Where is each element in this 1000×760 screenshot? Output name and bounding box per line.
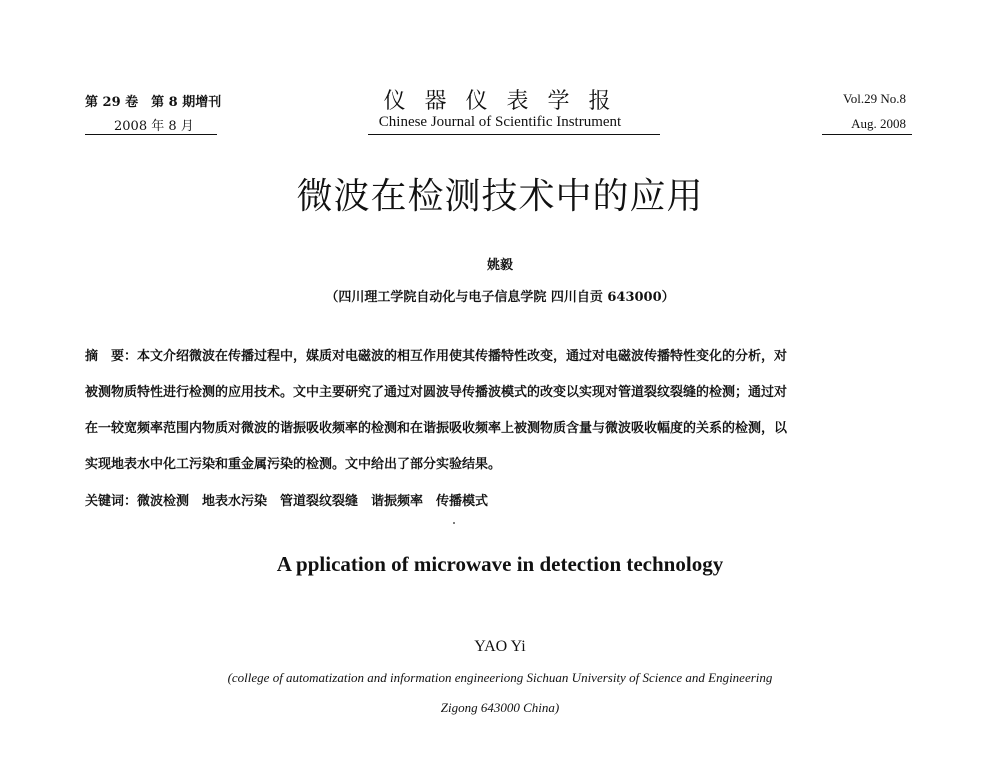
volume-issue-zh: 第 29 卷 第 8 期增刊 <box>85 95 222 110</box>
affiliation-en-line2: Zigong 643000 China) <box>440 700 560 715</box>
abstract-line: 在一较宽频率范围内物质对微波的谐振吸收频率的检测和在谐振吸收频率上被测物质含量与微波吸收幅度的关系的检测，以 <box>85 421 788 436</box>
paper-title-zh: 微波在检测技术中的应用 <box>296 176 704 217</box>
header-rule-left <box>85 134 217 135</box>
paper-title-en: A pplication of microwave in detection technology <box>276 552 724 576</box>
volume-issue-en: Vol.29 No.8 <box>843 91 906 106</box>
stray-dot <box>453 522 455 524</box>
affiliation-en-line1: (college of automatization and information engineeriong Sichuan University of Science and Engineering <box>227 670 773 685</box>
author-en: YAO Yi <box>474 638 526 655</box>
header-rule-center <box>368 134 660 135</box>
abstract-line: 摘 要：本文介绍微波在传播过程中，媒质对电磁波的相互作用使其传播特性改变，通过对电磁波传播特性变化的分析，对 <box>85 349 788 364</box>
journal-title-en: Chinese Journal of Scientific Instrument <box>378 114 622 130</box>
author-zh: 姚毅 <box>486 258 513 273</box>
journal-title-zh: 仪 器 仪 表 学 报 <box>383 89 617 114</box>
abstract-line: 被测物质特性进行检测的应用技术。文中主要研究了通过对圆波导传播波模式的改变以实现对管道裂纹裂缝的检测；通过对 <box>85 385 788 400</box>
abstract-line: 实现地表水中化工污染和重金属污染的检测。文中给出了部分实验结果。 <box>85 457 502 472</box>
affiliation-zh: （四川理工学院自动化与电子信息学院 四川自贡 643000） <box>325 290 675 305</box>
date-en: Aug. 2008 <box>851 116 906 131</box>
date-zh: 2008 年 8 月 <box>114 119 194 134</box>
keywords-zh: 关键词：微波检测 地表水污染 管道裂纹裂缝 谐振频率 传播模式 <box>85 494 489 509</box>
header-rule-right <box>822 134 912 135</box>
